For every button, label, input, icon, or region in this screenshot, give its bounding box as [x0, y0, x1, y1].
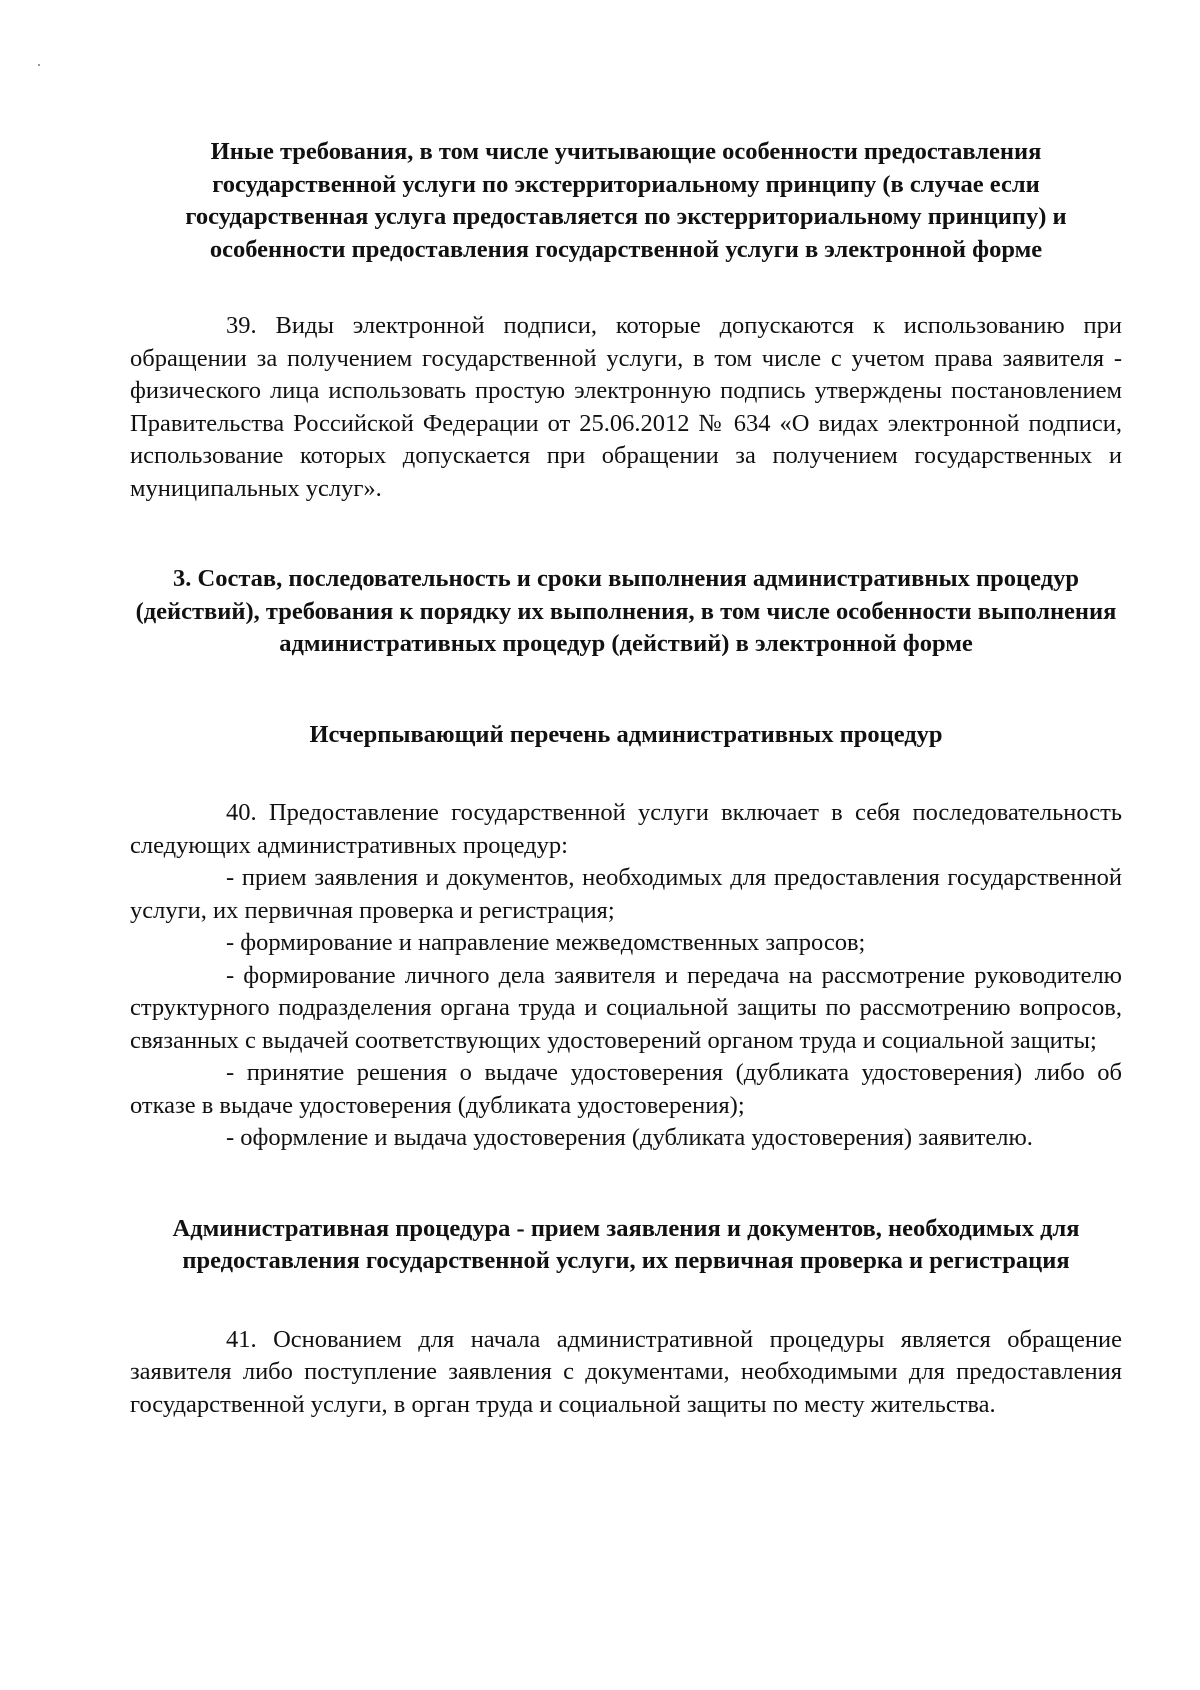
scan-speck — [38, 64, 40, 66]
section-3-heading: 3. Состав, последовательность и сроки выполнения административных процедур (действий), требования к порядку их выполнения, в том числе особенности выполнения административных процедур (действий) в электронной форме — [135, 565, 1117, 657]
procedure-item-5: - оформление и выдача удостоверения (дубликата удостоверения) заявителю. — [226, 1124, 1033, 1151]
paragraph-39: 39. Виды электронной подписи, которые допускаются к использованию при обращении за получением государственной услуги, в том числе с учетом права заявителя - физического лица использовать простую электронную подпись утверждены постановлением Правительства Российской Федерации от 25.06.2012 № 634 «О видах электронной подписи, использование которых допускается при обращении за получением государственных и муниципальных услуг». — [130, 312, 1122, 502]
procedure-item-1: - прием заявления и документов, необходимых для предоставления государственной услуги, их первичная проверка и регистрация; — [130, 864, 1122, 924]
procedure-item-2: - формирование и направление межведомственных запросов; — [226, 929, 866, 956]
procedure-item-3: - формирование личного дела заявителя и передача на рассмотрение руководителю структурного подразделения органа труда и социальной защиты по рассмотрению вопросов, связанных с выдачей соответствующих удостоверений органом труда и социальной защиты; — [130, 961, 1122, 1054]
admin-procedure-heading: Административная процедура - прием заявления и документов, необходимых для предоставления государственной услуги, их первичная проверка и регистрация — [172, 1214, 1080, 1274]
procedure-item-4: - принятие решения о выдаче удостоверения (дубликата удостоверения) либо об отказе в выдаче удостоверения (дубликата удостоверения); — [130, 1059, 1122, 1119]
procedures-list-heading: Исчерпывающий перечень административных процедур — [309, 720, 943, 748]
paragraph-41: 41. Основанием для начала административной процедуры является обращение заявителя либо поступление заявления с документами, необходимыми для предоставления государственной услуги, в орган труда и социальной защиты по месту жительства. — [130, 1325, 1122, 1418]
document-page — [130, 136, 1122, 1421]
section-heading-other-requirements: Иные требования, в том числе учитывающие особенности предоставления государственной услуги по экстерриториальному принципу (в случае если государственная услуга предоставляется по экстерриториальному принципу) и особенности предоставления государственной услуги в электронной форме — [185, 138, 1067, 263]
paragraph-40-intro: 40. Предоставление государственной услуги включает в себя последовательность следующих административных процедур: — [130, 799, 1122, 859]
